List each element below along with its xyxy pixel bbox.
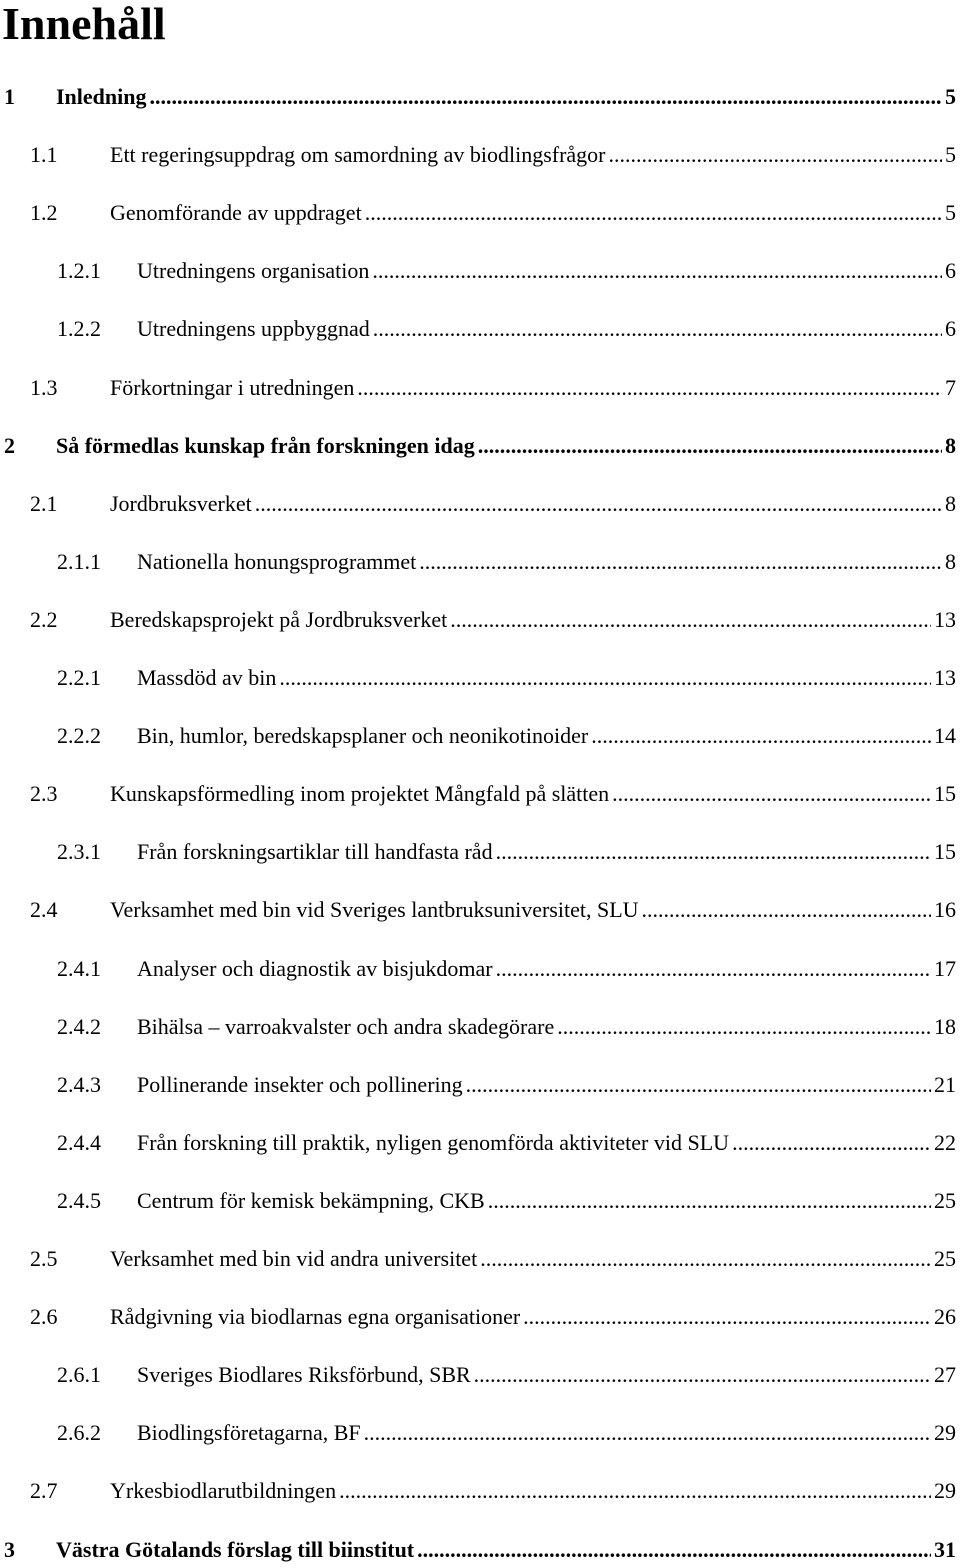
toc-entry-page-number: 15 xyxy=(934,781,956,807)
toc-entry-page-number: 7 xyxy=(945,374,956,400)
toc-entry-number: 2.1 xyxy=(30,490,58,516)
toc-entry-number: 2.4.3 xyxy=(57,1071,101,1097)
toc-entry-title: Nationella honungsprogrammet xyxy=(137,548,417,574)
toc-entry[interactable] xyxy=(4,1532,960,1568)
toc-entry[interactable] xyxy=(57,1183,960,1219)
toc-dot-leader xyxy=(419,544,942,580)
toc-entry-number: 2.2 xyxy=(30,606,58,632)
toc-entry-page-number: 31 xyxy=(934,1536,956,1562)
toc-dot-leader xyxy=(339,1473,931,1509)
toc-entry[interactable] xyxy=(57,1357,960,1393)
toc-entry-title: Verksamhet med bin vid andra universitet xyxy=(110,1246,478,1271)
toc-entry-number: 1.2.2 xyxy=(57,316,101,342)
toc-entry-page-number: 22 xyxy=(934,1129,956,1155)
toc-entry-number: 2.4.5 xyxy=(57,1187,101,1213)
toc-entry-page-number: 15 xyxy=(934,839,956,865)
toc-entry[interactable] xyxy=(57,660,960,696)
toc-dot-leader xyxy=(372,253,942,289)
toc-entry-title: Sveriges Biodlares Riksförbund, SBR xyxy=(137,1362,471,1388)
toc-entry[interactable] xyxy=(57,834,960,870)
toc-entry-page-number: 16 xyxy=(934,897,956,923)
toc-entry-number: 1.3 xyxy=(30,374,58,400)
toc-entry-title: Bihälsa – varroakvalster och andra skadegörare xyxy=(137,1013,555,1039)
toc-entry-number: 1.2 xyxy=(30,200,58,226)
toc-dot-leader xyxy=(612,776,931,812)
toc-entry-number: 2.6.2 xyxy=(57,1420,101,1446)
toc-entry[interactable] xyxy=(4,428,960,464)
toc-entry-title: Inledning xyxy=(56,84,147,109)
toc-entry-number: 1 xyxy=(4,84,15,109)
toc-entry[interactable] xyxy=(30,1473,960,1509)
toc-entry-title: Massdöd av bin xyxy=(137,665,277,690)
toc-dot-leader xyxy=(357,370,942,406)
toc-entry-title: Verksamhet med bin vid Sveriges lantbruksuniversitet, SLU xyxy=(110,897,639,923)
toc-entry-number: 2.2.1 xyxy=(57,665,101,690)
toc-entry[interactable] xyxy=(30,1241,960,1277)
toc-entry-page-number: 29 xyxy=(934,1420,956,1446)
toc-dot-leader xyxy=(480,1241,931,1277)
toc-entry-page-number: 21 xyxy=(934,1071,956,1097)
toc-entry-number: 2.1.1 xyxy=(57,548,101,574)
toc-entry-number: 2.4.2 xyxy=(57,1013,101,1039)
toc-entry-number: 2.6 xyxy=(30,1304,58,1330)
toc-entry-page-number: 29 xyxy=(934,1478,956,1504)
toc-dot-leader xyxy=(496,951,931,987)
toc-entry-title: Biodlingsföretagarna, BF xyxy=(137,1420,361,1446)
toc-entry-page-number: 13 xyxy=(934,665,956,690)
toc-entry-title: Kunskapsförmedling inom projektet Mångfald på slätten xyxy=(110,781,610,807)
toc-entry-number: 2.7 xyxy=(30,1478,58,1504)
toc-dot-leader xyxy=(642,892,931,928)
toc-dot-leader xyxy=(373,311,942,347)
toc-entry[interactable] xyxy=(30,370,960,406)
toc-entry-title: Rådgivning via biodlarnas egna organisationer xyxy=(110,1304,521,1330)
toc-dot-leader xyxy=(557,1009,931,1045)
toc-entry-number: 2.2.2 xyxy=(57,723,101,749)
toc-entry[interactable] xyxy=(57,951,960,987)
toc-entry[interactable] xyxy=(57,718,960,754)
toc-entry-page-number: 5 xyxy=(945,200,956,226)
toc-entry-number: 2.5 xyxy=(30,1246,58,1271)
toc-entry-number: 2.3.1 xyxy=(57,839,101,865)
toc-entry-title: Jordbruksverket xyxy=(110,490,252,516)
toc-entry[interactable] xyxy=(30,602,960,638)
toc-dot-leader xyxy=(488,1183,931,1219)
toc-entry-page-number: 5 xyxy=(945,142,956,168)
toc-entry-page-number: 13 xyxy=(934,606,956,632)
toc-entry-page-number: 25 xyxy=(934,1187,956,1213)
toc-entry[interactable] xyxy=(57,1125,960,1161)
toc-entry-number: 2.3 xyxy=(30,781,58,807)
toc-entry-title: Utredningens uppbyggnad xyxy=(137,316,370,342)
toc-dot-leader xyxy=(496,834,931,870)
toc-entry-page-number: 5 xyxy=(945,84,956,109)
toc-entry-number: 2.6.1 xyxy=(57,1362,101,1388)
toc-entry-page-number: 14 xyxy=(934,723,956,749)
toc-entry[interactable] xyxy=(30,776,960,812)
toc-entry[interactable] xyxy=(57,1415,960,1451)
toc-entry-page-number: 18 xyxy=(934,1013,956,1039)
toc-dot-leader xyxy=(609,137,942,173)
toc-entry-page-number: 8 xyxy=(945,548,956,574)
toc-entry[interactable] xyxy=(57,311,960,347)
toc-entry-number: 2.4.1 xyxy=(57,955,101,981)
toc-dot-leader xyxy=(255,486,942,522)
toc-dot-leader xyxy=(466,1067,931,1103)
toc-entry[interactable] xyxy=(30,1299,960,1335)
toc-entry-page-number: 26 xyxy=(934,1304,956,1330)
toc-entry-title: Så förmedlas kunskap från forskningen idag xyxy=(56,432,475,458)
toc-entry-title: Analyser och diagnostik av bisjukdomar xyxy=(137,955,493,981)
toc-entry-number: 3 xyxy=(4,1536,15,1562)
toc-entry[interactable] xyxy=(30,486,960,522)
toc-entry[interactable] xyxy=(30,137,960,173)
toc-entry-title: Förkortningar i utredningen xyxy=(110,374,355,400)
toc-entry[interactable] xyxy=(57,1009,960,1045)
toc-entry-title: Ett regeringsuppdrag om samordning av biodlingsfrågor xyxy=(110,142,606,168)
toc-entry-title: Centrum för kemisk bekämpning, CKB xyxy=(137,1187,485,1213)
toc-entry-title: Från forskningsartiklar till handfasta råd xyxy=(137,839,493,865)
toc-entry-page-number: 8 xyxy=(945,490,956,516)
toc-entry-page-number: 27 xyxy=(934,1362,956,1388)
toc-entry-number: 2.4 xyxy=(30,897,58,923)
toc-entry[interactable] xyxy=(57,253,960,289)
toc-entry[interactable] xyxy=(4,79,960,115)
toc-entry-page-number: 25 xyxy=(934,1246,956,1271)
toc-entry[interactable] xyxy=(57,544,960,580)
toc-entry-page-number: 6 xyxy=(945,258,956,284)
toc-dot-leader xyxy=(591,718,931,754)
toc-dot-leader xyxy=(365,195,942,231)
toc-entry-title: Bin, humlor, beredskapsplaner och neonikotinoider xyxy=(137,723,589,749)
toc-dot-leader xyxy=(279,660,931,696)
toc-entry-title: Genomförande av uppdraget xyxy=(110,200,362,226)
toc-dot-leader xyxy=(478,428,942,464)
toc-entry[interactable] xyxy=(30,195,960,231)
toc-dot-leader xyxy=(523,1299,931,1335)
toc-dot-leader xyxy=(417,1532,931,1568)
toc-entry-page-number: 17 xyxy=(934,955,956,981)
toc-entry-page-number: 6 xyxy=(945,316,956,342)
toc-entry-number: 2.4.4 xyxy=(57,1129,101,1155)
toc-dot-leader xyxy=(150,79,943,115)
page-title: Innehåll xyxy=(2,0,166,49)
toc-entry-number: 2 xyxy=(4,432,15,458)
toc-entry-number: 1.2.1 xyxy=(57,258,101,284)
toc-entry-title: Utredningens organisation xyxy=(137,258,370,284)
toc-entry-number: 1.1 xyxy=(30,142,58,168)
toc-entry-page-number: 8 xyxy=(945,432,956,458)
toc-entry-title: Beredskapsprojekt på Jordbruksverket xyxy=(110,606,448,632)
toc-entry[interactable] xyxy=(57,1067,960,1103)
toc-dot-leader xyxy=(450,602,931,638)
toc-entry-title: Yrkesbiodlarutbildningen xyxy=(110,1478,337,1504)
toc-dot-leader xyxy=(364,1415,931,1451)
toc-dot-leader xyxy=(474,1357,931,1393)
toc-dot-leader xyxy=(732,1125,931,1161)
toc-entry-title: Pollinerande insekter och pollinering xyxy=(137,1071,463,1097)
toc-entry-title: Västra Götalands förslag till biinstitut xyxy=(56,1536,415,1562)
toc-entry[interactable] xyxy=(30,892,960,928)
toc-entry-title: Från forskning till praktik, nyligen genomförda aktiviteter vid SLU xyxy=(137,1129,730,1155)
